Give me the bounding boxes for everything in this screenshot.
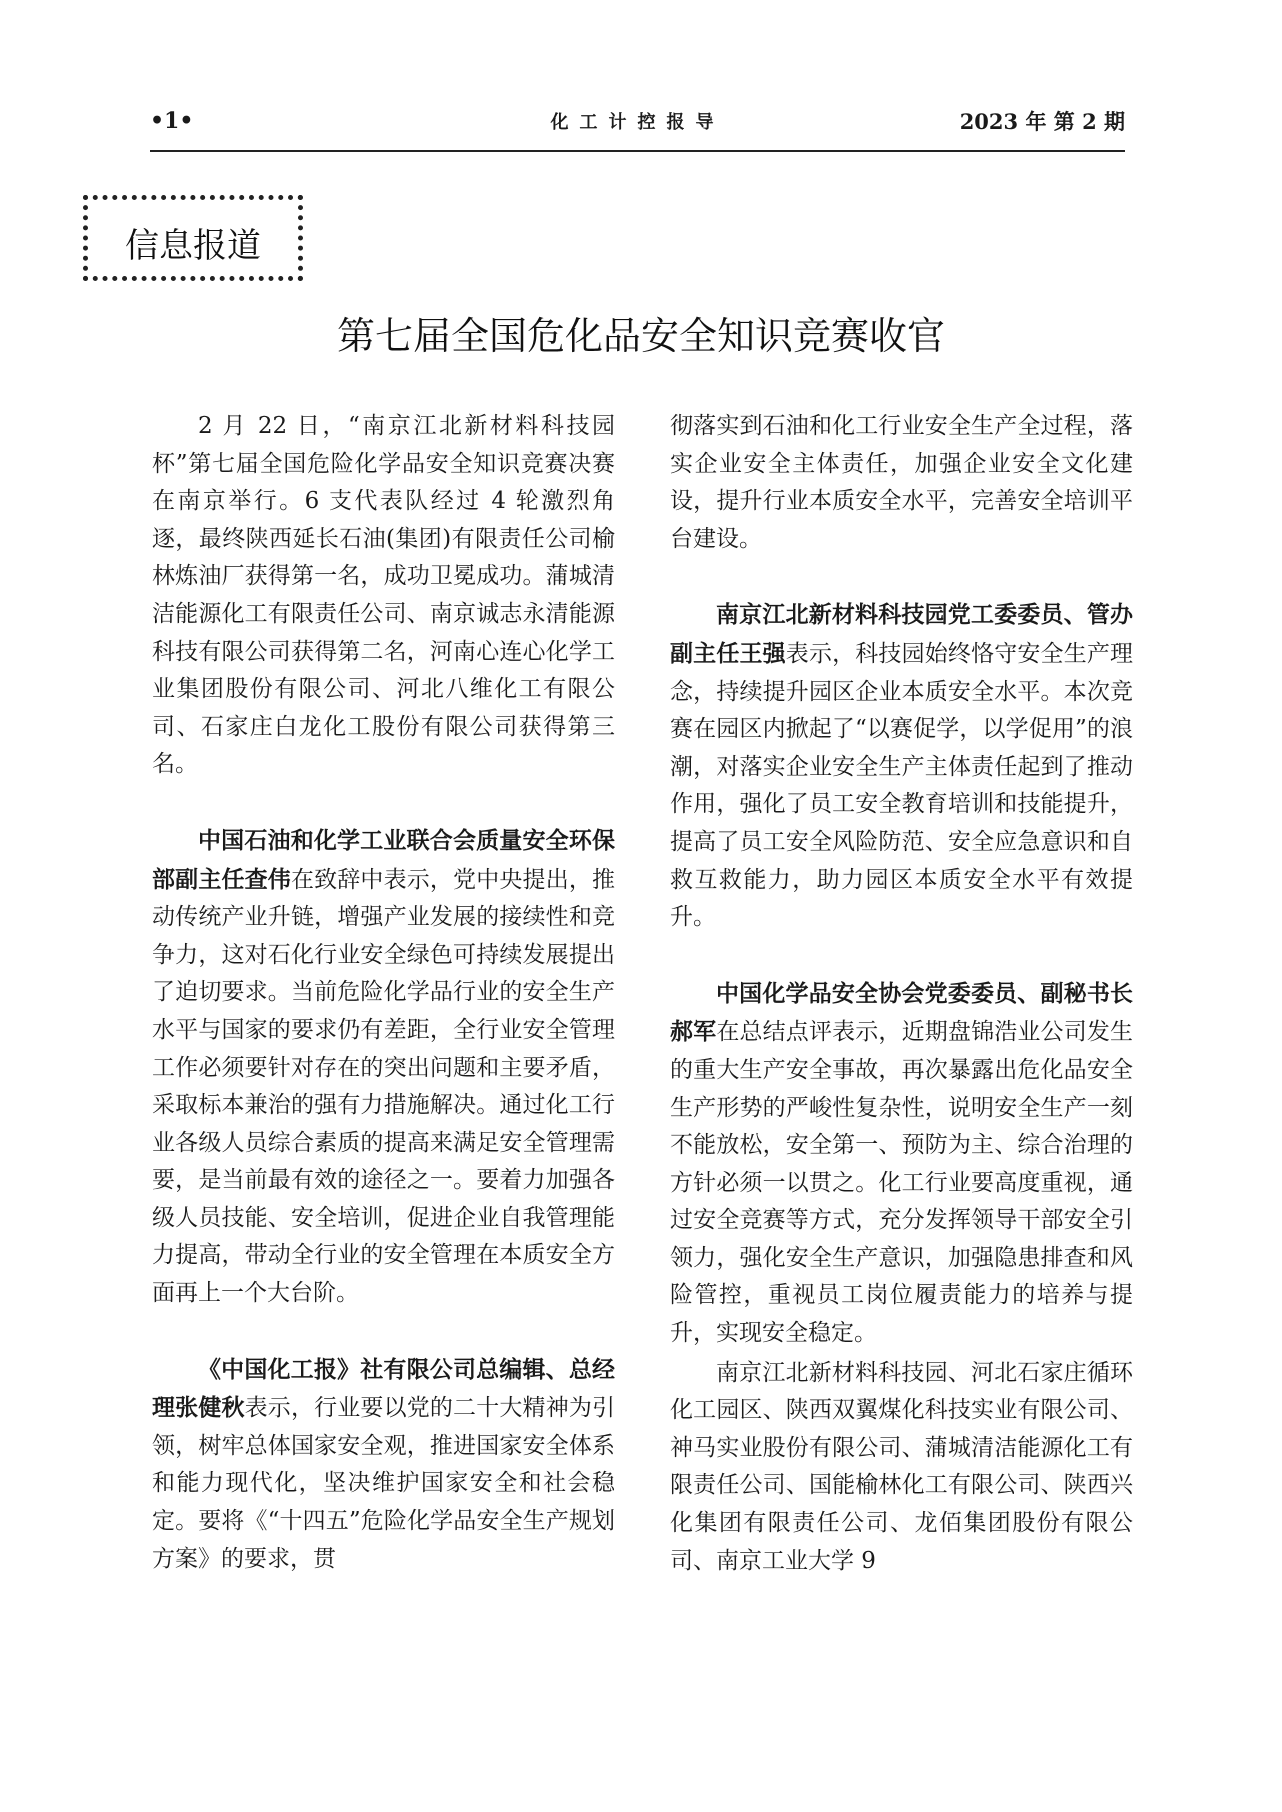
article-title: 第七届全国危化品安全知识竞赛收官 [336,314,945,358]
page-number: •1• [150,108,194,134]
speaker-name: 中国石油和化学工业联合会质量安全环保部副主任查伟 [152,826,615,893]
paragraph-text: 在总结点评表示，近期盘锦浩业公司发生的重大生产安全事故，再次暴露出危化品安全生产形势的严峻性复杂性，说明安全生产一刻不能放松，安全第一、预防为主、综合治理的方针必须一以贯之。化工行业要高度重视，通过安全竞赛等方式，充分发挥领导干部安全引领力，强化安全生产意识，加强隐患排查和风险管控，重视员工岗位履责能力的培养与提升，实现安全稳定。 [670,1019,1134,1347]
issue-label: 2023 年 第 2 期 [959,109,1125,134]
right-column [670,408,1133,1580]
paragraph-text: 表示，行业要以党的二十大精神为引领，树牢总体国家安全观，推进国家安全体系和能力现代化，坚决维护国家安全和社会稳定。要将《“十四五”危险化学品安全生产规划方案》的要求，贯 [152,1395,616,1572]
paragraph-text: 在致辞中表示，党中央提出，推动传统产业升链，增强产业发展的接续性和竞争力，这对石化行业安全绿色可持续发展提出了迫切要求。当前危险化学品行业的安全生产水平与国家的要求仍有差距，全行业安全管理工作必须要针对存在的突出问题和主要矛盾，采取标本兼治的强有力措施解决。通过化工行业各级人员综合素质的提高来满足安全管理需要，是当前最有效的途径之一。要着力加强各级人员技能、安全培训，促进企业自我管理能力提高，带动全行业的安全管理在本质安全方面再上一个大台阶。 [152,866,616,1307]
paragraph-continued: 彻落实到石油和化工行业安全生产全过程，落实企业安全主体责任，加强企业安全文化建设，提升行业本质安全水平，完善安全培训平台建设。 [670,413,1133,552]
left-column [152,408,615,1578]
journal-name: 化工计控报导 [550,112,725,133]
section-label: 信息报道 [125,226,261,266]
paragraph [152,1351,615,1579]
speaker-name: 中国化学品安全协会党委委员、副秘书长郝军 [670,979,1133,1046]
paragraph [670,975,1133,1353]
paragraph [670,596,1133,936]
paragraph [152,822,615,1313]
header-divider [150,150,1125,152]
paragraph-text: 表示，科技园始终恪守安全生产理念，持续提升园区企业本质安全水平。本次竞赛在园区内掀起了“以赛促学，以学促用”的浪潮，对落实企业安全生产主体责任起到了推动作用，强化了员工安全教育培训和技能提升，提高了员工安全风险防范、安全应急意识和自救互救能力，助力园区本质安全水平有效提升。 [670,640,1134,931]
section-label-box [83,195,303,281]
paragraph: 南京江北新材料科技园、河北石家庄循环化工园区、陕西双翼煤化科技实业有限公司、神马实业股份有限公司、蒲城清洁能源化工有限责任公司、国能榆林化工有限公司、陕西兴化集团有限责任公司、龙佰集团股份有限公司、南京工业大学 9 [670,1359,1133,1574]
speaker-name: 《中国化工报》社有限公司总编辑、总经理张健秋 [152,1355,615,1422]
speaker-name: 南京江北新材料科技园党工委委员、管办副主任王强 [670,601,1133,667]
page-header [150,100,1125,152]
paragraph: 2 月 22 日，“南京江北新材料科技园杯”第七届全国危险化学品安全知识竞赛决赛在南京举行。6 支代表队经过 4 轮激烈角逐，最终陕西延长石油(集团)有限责任公司榆林炼油厂获得第一名，成功卫冕成功。蒲城清洁能源化工有限责任公司、南京诚志永清能源科技有限公司获得第二名，河南心连心化学工业集团股份有限公司、河北八维化工有限公司、石家庄白龙化工股份有限公司获得第三名。 [152,413,615,778]
